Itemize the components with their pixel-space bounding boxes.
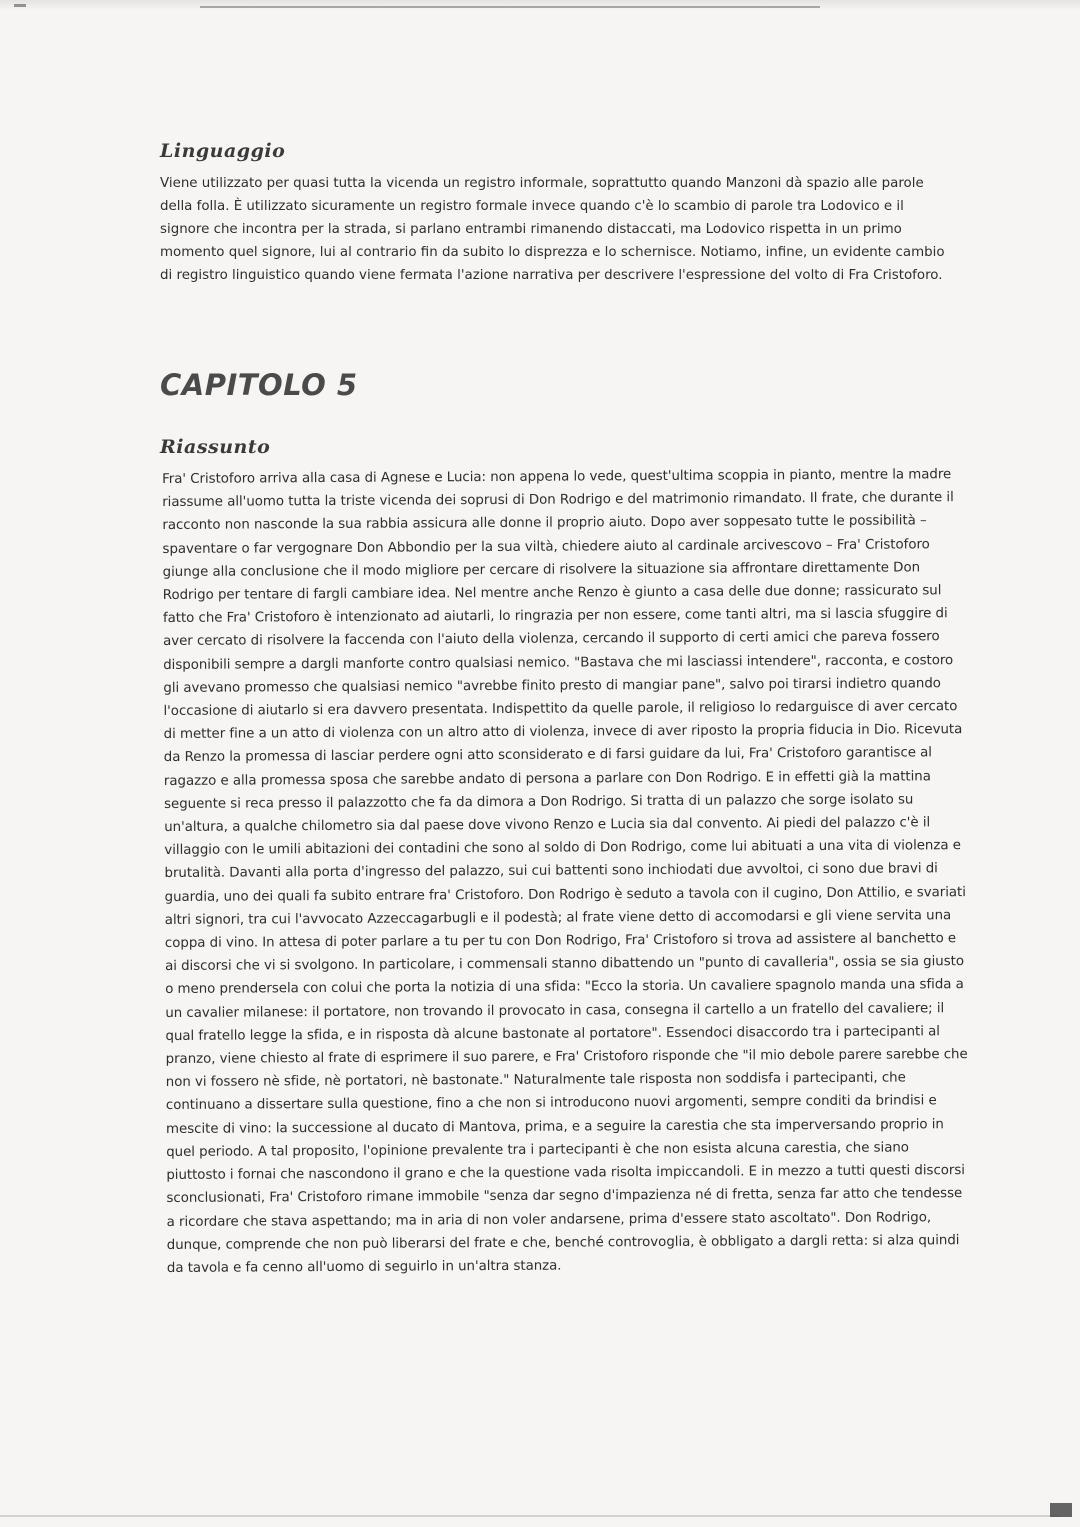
linguaggio-paragraph: Viene utilizzato per quasi tutta la vicenda un registro informale, soprattutto quando Manzoni dà spazio alle parole della folla. È utilizzato sicuramente un registro formale invece quando c'è lo scambio di parole tra Lodovico e il signore che incontra per la strada, si parlano entrambi rimanendo distaccati, ma Lodovico rispetta in un primo momento quel signore, lui al contrario fin da subito lo disprezza e lo schernisce. Notiamo, infine, un evidente cambio di registro linguistico quando viene fermata l'azione narrativa per descrivere l'espressione del volto di Fra Cristoforo. — [160, 176, 945, 283]
scan-bottom-line — [0, 1515, 1060, 1517]
riassunto-paragraph: Fra' Cristoforo arriva alla casa di Agnese e Lucia: non appena lo vede, quest'ultima scoppia in pianto, mentre la madre riassume all'uomo tutta la triste vicenda dei soprusi di Don Rodrigo e del matrimonio rimandato. Il frate, che durante il racconto non nasconde la sua rabbia assicura alle donne il proprio aiuto. Dopo aver soppesato tutte le possibilità – spaventare o far vergognare Don Abbondio per la sua viltà, chiedere aiuto al cardinale arcivescovo – Fra' Cristoforo giunge alla conclusione che il modo migliore per cercare di risolvere la situazione sia affrontare direttamente Don Rodrigo per tentare di fargli cambiare idea. Nel mentre anche Renzo è giunto a casa delle due donne; rassicurato sul fatto che Fra' Cristoforo è intenzionato ad aiutarli, lo ringrazia per non essere, come tanti altri, ma si lascia sfuggire di aver cercato di risolvere la faccenda con l'aiuto della violenza, cercando il supporto di certi amici che pareva fossero disponibili sempre a dargli manforte contro qualsiasi nemico. "Bastava che mi lasciassi intendere", racconta, e costoro gli avevano promesso che qualsiasi nemico "avrebbe finito presto di mangiar pane", salvo poi tirarsi indietro quando l'occasione di aiutarlo si era davvero presentata. Indispettito da quelle parole, il religioso lo redarguisce di aver cercato di metter fine a un atto di violenza con un altro atto di violenza, invece di aver riposto la propria fiducia in Dio. Ricevuta da Renzo la promessa di lasciar perdere ogni atto sconsiderato e di farsi guidare da lui, Fra' Cristoforo garantisce al ragazzo e alla promessa sposa che sarebbe andato di persona a parlare con Don Rodrigo. E in effetti già la mattina seguente si reca presso il palazzotto che fa da dimora a Don Rodrigo. Si tratta di un palazzo che sorge isolato su un'altura, a qualche chilometro sia dal paese dove vivono Renzo e Lucia sia dal convento. Ai piedi del palazzo c'è il villaggio con le umili abitazioni dei contadini che sono al soldo di Don Rodrigo, come lui abituati a una vita di violenza e brutalità. Davanti alla porta d'ingresso del palazzo, sui cui battenti sono inchiodati due avvoltoi, ci sono due bravi di guardia, uno dei quali fa subito entrare fra' Cristoforo. Don Rodrigo è seduto a tavola con il cugino, Don Attilio, e svariati altri signori, tra cui l'avvocato Azzeccagarbugli e il podestà; al frate viene detto di accomodarsi e gli viene servita una coppa di vino. In attesa di poter parlare a tu per tu con Don Rodrigo, Fra' Cristoforo si trova ad assistere al banchetto e ai discorsi che vi si svolgono. In particolare, i commensali stanno dibattendo un "punto di cavalleria", ossia se sia giusto o meno prendersela con colui che porta la notizia di una sfida: "Ecco la storia. Un cavaliere spagnolo manda una sfida a un cavalier milanese: il portatore, non trovando il provocato in casa, consegna il cartello a un fratello del cavaliere; il qual fratello legge la sfida, e in risposta dà alcune bastonate al portatore". Essendoci disaccordo tra i partecipanti al pranzo, viene chiesto al frate di esprimere il suo parere, e Fra' Cristoforo risponde che "il mio debole parere sarebbe che non vi fossero nè sfide, nè portatori, nè bastonate." Naturalmente tale risposta non soddisfa i partecipanti, che continuano a dissertare sulla questione, fino a che non si introducono nuovi argomenti, sempre conditi da brindisi e mescite di vino: la successione al ducato di Mantova, prima, e a seguire la carestia che sta imperversando proprio in quel periodo. A tal proposito, l'opinione prevalente tra i partecipanti è che non esista alcuna carestia, che siano piuttosto i fornai che nascondono il grano e che la questione vada risolta impiccandoli. E in mezzo a tutti questi discorsi sconclusionati, Fra' Cristoforo rimane immobile "senza dar segno d'impazienza né di fretta, senza far atto che tendesse a ricordare che stava aspettando; ma in aria di non voler andarsene, prima d'essere stato ascoltato". Don Rodrigo, dunque, comprende che non può liberarsi del frate e che, benché controvoglia, è obbligato a dargli retta: si alza quindi da tavola e fa cenno all'uomo di seguirlo in un'altra stanza. — [162, 467, 968, 1276]
scan-left-mark — [14, 4, 26, 7]
scan-top-line — [200, 6, 820, 8]
scan-edge-shadow — [0, 0, 1080, 10]
scan-corner-mark — [1050, 1503, 1072, 1517]
riassunto-heading: Riassunto — [160, 436, 271, 458]
chapter-title: CAPITOLO 5 — [160, 368, 358, 402]
linguaggio-heading: Linguaggio — [160, 140, 286, 162]
